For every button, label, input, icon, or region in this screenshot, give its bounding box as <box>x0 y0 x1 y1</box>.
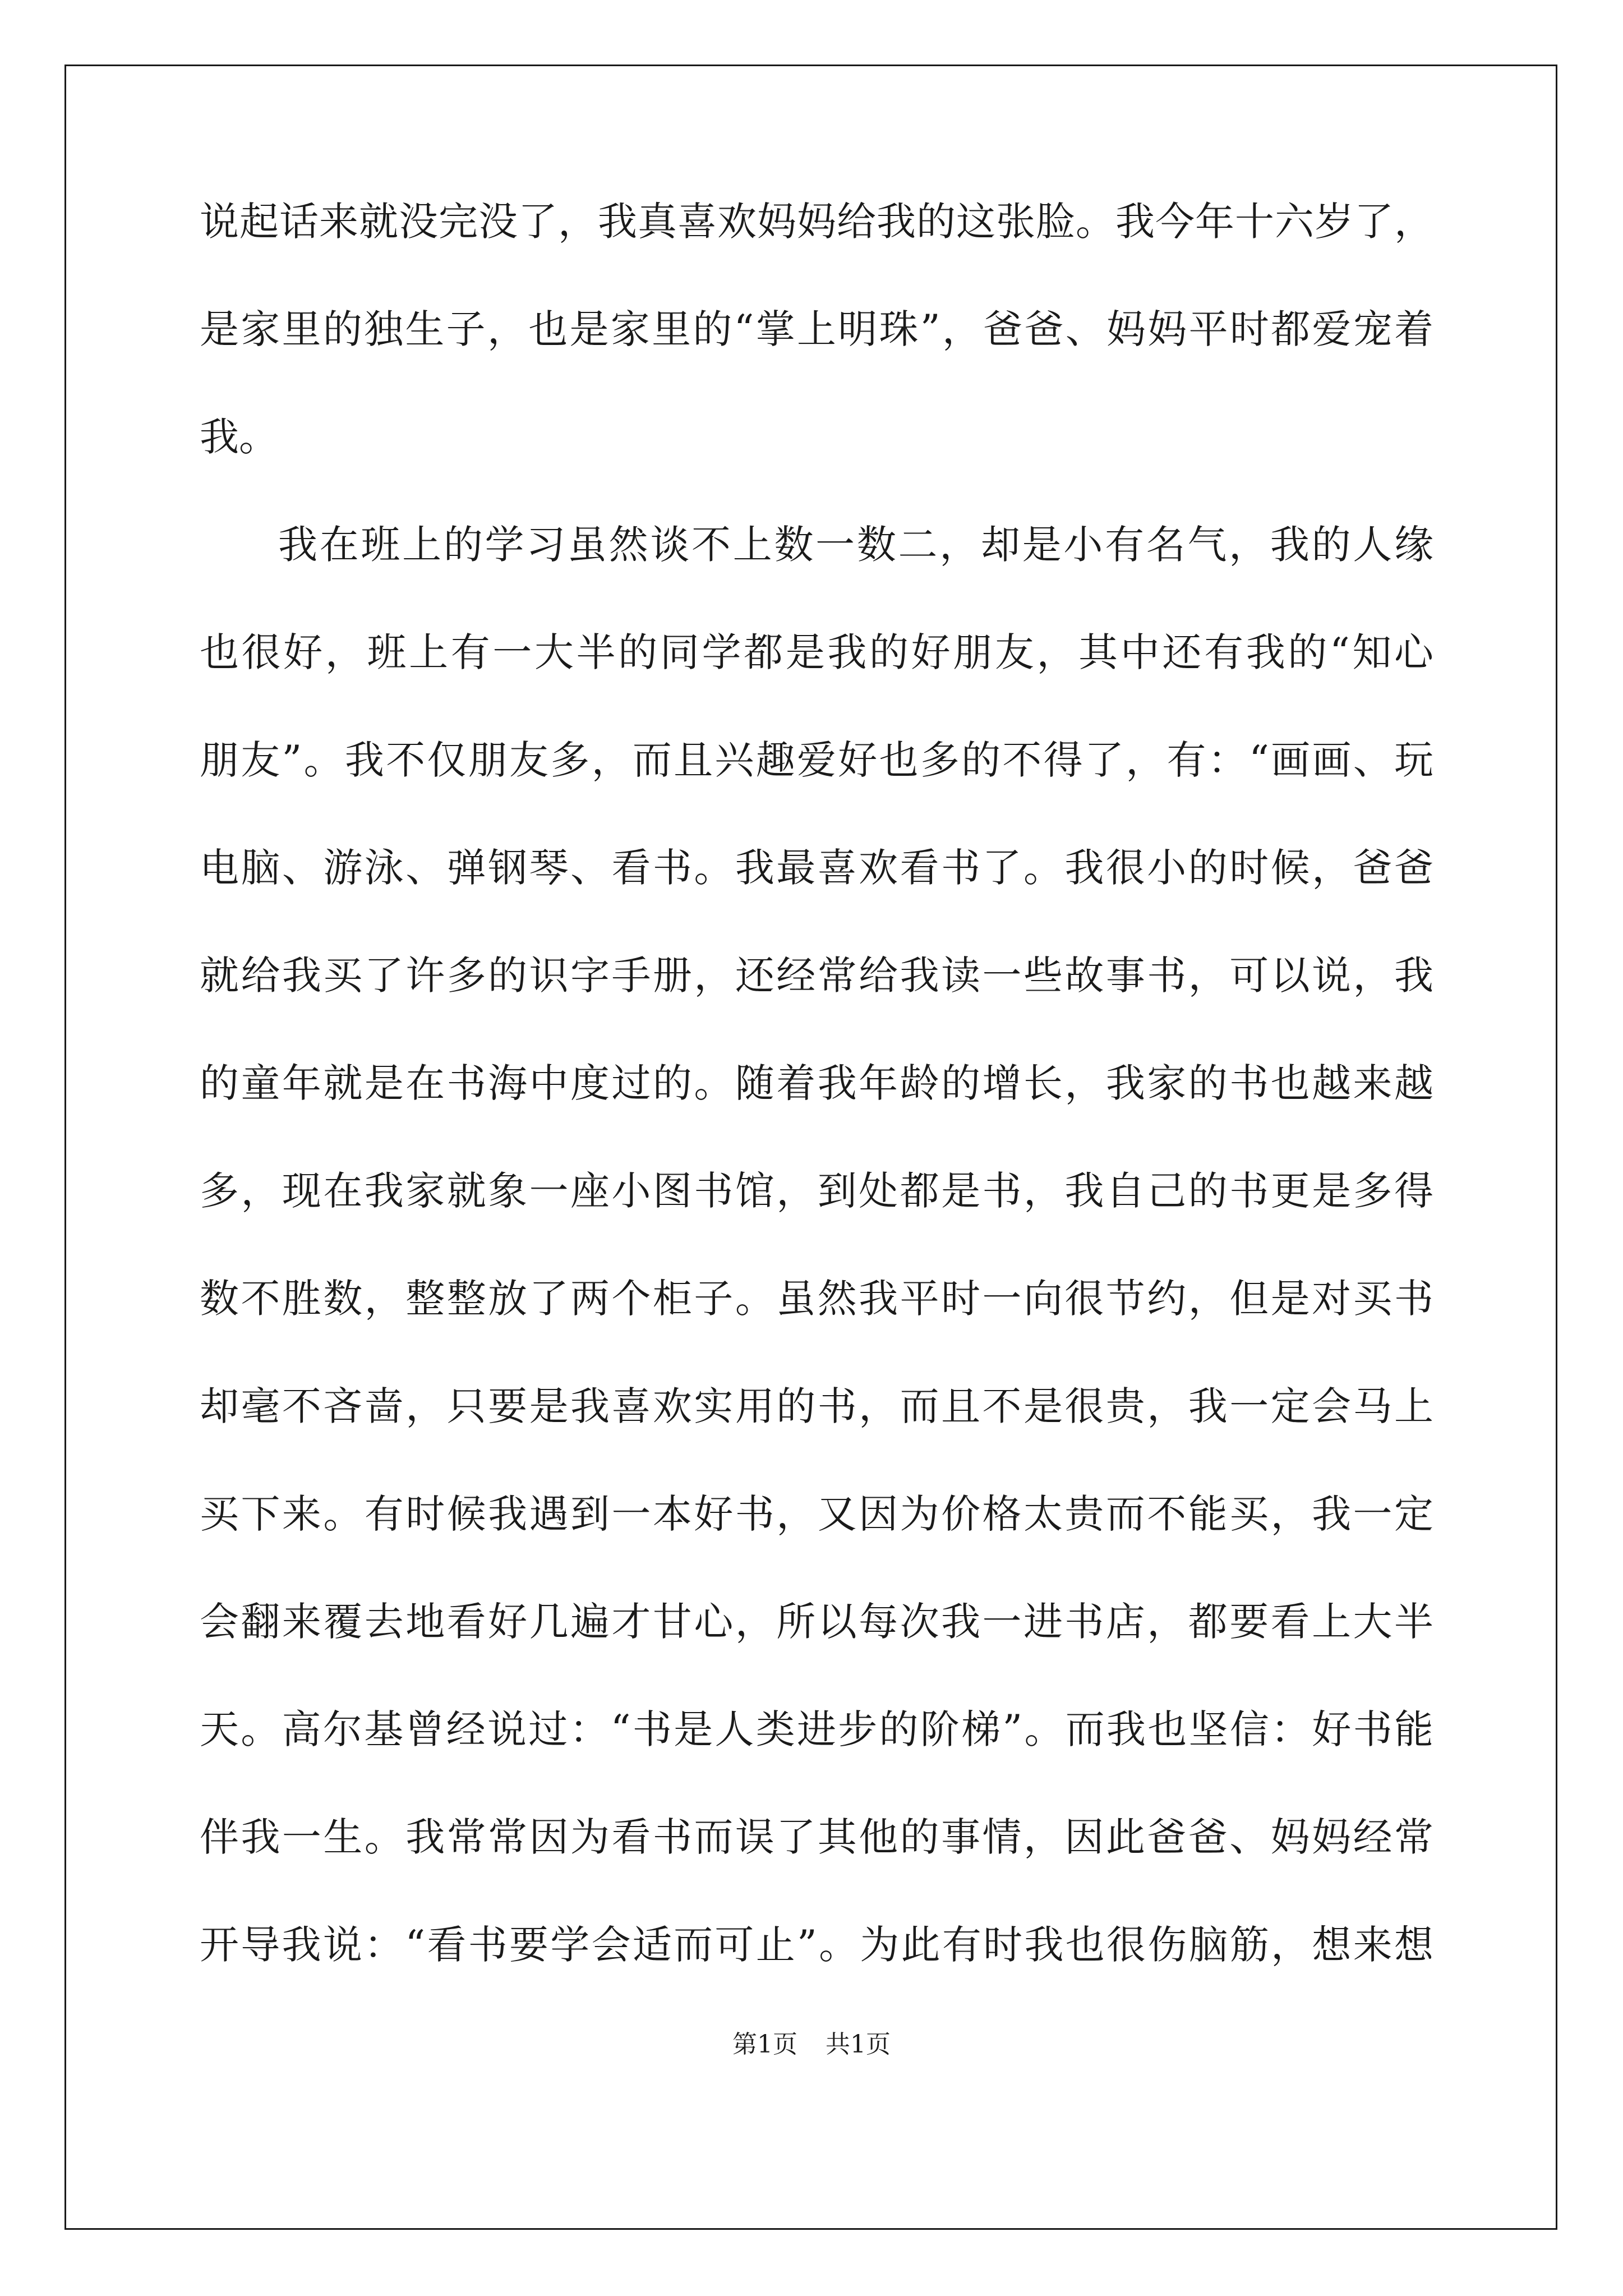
text-line: 朋友”。我不仅朋友多，而且兴趣爱好也多的不得了，有：“画画、玩 <box>200 737 1433 783</box>
text-line: 伴我一生。我常常因为看书而误了其他的事情，因此爸爸、妈妈经常 <box>200 1814 1433 1860</box>
text-line: 买下来。有时候我遇到一本好书，又因为价格太贵而不能买，我一定 <box>200 1491 1433 1537</box>
text-line: 电脑、游泳、弹钢琴、看书。我最喜欢看书了。我很小的时候，爸爸 <box>200 845 1433 891</box>
page-total: 共1页 <box>826 2030 891 2059</box>
text-line: 说起话来就没完没了，我真喜欢妈妈给我的这张脸。我今年十六岁了， <box>200 199 1433 245</box>
text-line: 多，现在我家就象一座小图书馆，到处都是书，我自己的书更是多得 <box>200 1168 1433 1214</box>
text-line: 就给我买了许多的识字手册，还经常给我读一些故事书，可以说，我 <box>200 953 1433 999</box>
text-line: 我在班上的学习虽然谈不上数一数二，却是小有名气，我的人缘 <box>278 522 1433 568</box>
text-line: 开导我说：“看书要学会适而可止”。为此有时我也很伤脑筋，想来想 <box>200 1922 1433 1968</box>
text-line: 也很好，班上有一大半的同学都是我的好朋友，其中还有我的“知心 <box>200 629 1433 675</box>
body-text <box>200 199 1433 2033</box>
text-line: 却毫不吝啬，只要是我喜欢实用的书，而且不是很贵，我一定会马上 <box>200 1383 1433 1429</box>
text-line: 天。高尔基曾经说过：“书是人类进步的阶梯”。而我也坚信：好书能 <box>200 1706 1433 1752</box>
text-line: 我。 <box>200 414 278 460</box>
text-line: 数不胜数，整整放了两个柜子。虽然我平时一向很节约，但是对买书 <box>200 1276 1433 1322</box>
text-line: 是家里的独生子，也是家里的“掌上明珠”，爸爸、妈妈平时都爱宠着 <box>200 306 1433 352</box>
text-line: 会翻来覆去地看好几遍才甘心，所以每次我一进书店，都要看上大半 <box>200 1599 1433 1645</box>
page-number: 第1页 <box>732 2030 797 2059</box>
page-footer <box>0 2024 1623 2060</box>
text-line: 的童年就是在书海中度过的。随着我年龄的增长，我家的书也越来越 <box>200 1060 1433 1106</box>
